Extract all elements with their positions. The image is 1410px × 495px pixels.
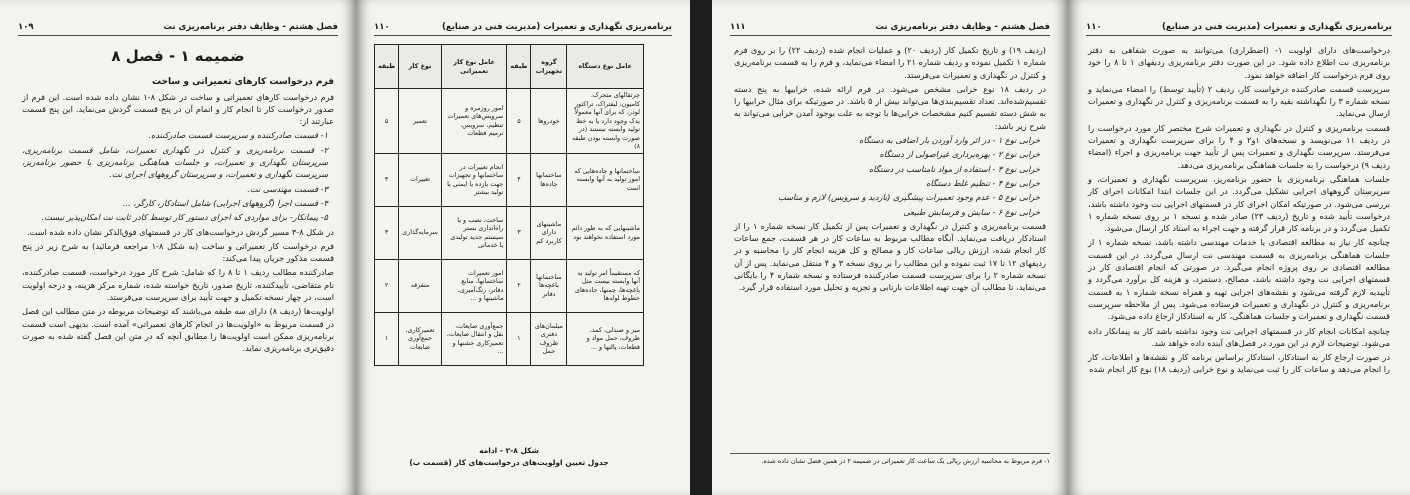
priority-table <box>374 44 644 366</box>
table-cell: سرمایه‌گذاری <box>399 206 442 259</box>
list-item: خرابی نوع ۵ - عدم وجود تعمیرات پیشگیری (بازدید و سرویس) لازم و مناسب <box>778 192 1040 203</box>
table-row <box>375 312 644 365</box>
paragraph: در ردیف ۱۸ نوع خرابی مشخص می‌شود. در فرم ارائه شده، خرابیها به پنج دسته تقسیم‌شده‌اند. تعداد تقسیم‌بندی‌ها می‌تواند بیش از ۵ باشد. در صورتیکه برای مثال خرابیها را به شش دسته تقسیم کنیم مشخصات خرابی‌ها با توجه به علت بوجود آمدن خرابی می‌تواند به شرح زیر باشد: <box>734 83 1046 131</box>
table-cell: ۵ <box>375 89 399 154</box>
table-cell: ساختمانها جاده‌ها <box>531 153 567 206</box>
table-cell: انجام تغییرات در ساختمانها و تجهیزات جهت بازده یا ایمنی یا تولید بیشتر <box>441 153 507 206</box>
table-cell: ۴ <box>507 153 531 206</box>
table-cell: تعمیرکاری، جمع‌آوری ضایعات <box>399 312 442 365</box>
scan-gap <box>690 0 712 495</box>
column-header: طبقه <box>507 45 531 89</box>
table-row <box>375 89 644 154</box>
list-item: خرابی نوع ۱ - در اثر وارد آوردن بار اضافی به دستگاه <box>859 135 1040 146</box>
table-cell: ۳ <box>375 206 399 259</box>
table-cell: ۱ <box>375 312 399 365</box>
table-cell: ۴ <box>375 153 399 206</box>
caption-line: شکل ۸-۲ - ادامه <box>479 446 539 455</box>
page-110 <box>356 0 690 495</box>
table-header-row <box>375 45 644 89</box>
table-cell: ساختمانها باغچه‌ها دفاتر <box>531 259 567 312</box>
paragraph: صادرکننده مطالب ردیف ۱ تا ۸ را که شامل: شرح کار مورد درخواست، قسمت صادرکننده، نام متقاضی، تأییدکننده، تاریخ صدور، تاریخ خواسته شده، شماره مرکز هزینه، و درجه اولویت است، در چهار نسخه تکمیل و جهت تأیید برای سرپرست می‌فرستد. <box>22 267 335 303</box>
table-cell: ماشینهایی که به طور دائم مورد استفاده نخواهند بود <box>567 206 644 259</box>
column-header: عامل نوع دستگاه <box>567 45 644 89</box>
column-header: عامل نوع کار تعمیراتی <box>441 45 507 89</box>
list-item: خرابی نوع ۶ - سایش و فرسایش طبیعی <box>903 206 1040 217</box>
page-body <box>734 44 1046 296</box>
caption-line: جدول تعیین اولویت‌های درخواست‌های کار (قسمت ب) <box>409 458 609 467</box>
page-body <box>22 46 334 357</box>
table-cell: متفرقه <box>399 259 442 312</box>
paragraph: در صورت ارجاع کار به استادکار، استادکار براساس برنامه کار و نقشه‌ها و اطلاعات، کار را انجام می‌دهد و ساعات کار را ثبت می‌نماید و نوع خرابی (ردیف ۱۸) نوع کار انجام شده <box>1088 352 1390 375</box>
paragraph: فرم درخواست کارهای تعمیراتی و ساخت در شکل ۸-۱ نشان داده شده است. این فرم از صدور درخواست کار تا انجام کار و اتمام آن در پنج قسمت گردش می‌نماید. این پنج قسمت عبارتند از: <box>22 91 335 127</box>
paragraph: قسمت برنامه‌ریزی و کنترل در نگهداری و تعمیرات پس از تکمیل کار نسخه شماره ۱ را از استادکار دریافت می‌نماید. آنگاه مطالب مربوط به ساعات کار در هر قسمت، جمع ساعات کار انجام شده، ارزش ریالی ساعات کار و مصالح و کل هزینه انجام کار را محاسبه و در ردیفهای ۱۲ تا ۱۷ ثبت نموده و این مطالب را بر روی نسخه ۳ و ۴ منتقل می‌نماید. پس از آن نسخه شماره ۲ را برای سرپرست قسمت صادرکننده فرستاده و نسخه شماره ۴ را بایگانی می‌نماید، تا مطالب آن جهت تهیه اطلاعات بازتابی و تجزیه و تحلیل مورد استفاده قرار گیرد. <box>734 220 1046 293</box>
paragraph: چنانچه کار نیاز به مطالعه اقتصادی یا خدمات مهندسی داشته باشد، نسخه شماره ۱ از جلسات هماهنگی برنامه‌ریزی به قسمت مهندسی نت ارسال می‌گردد. در این قسمت مطالعه اقتصادی بر روی پروژه انجام می‌گیرد. در صورتی که انجام اقتصادی کار در قسمتهای اجرایی نت وجود داشته باشد، مصالح، دستمزد، و هزینه کل برآورد می‌گردد و تأییدیه لازم گرفته می‌شود و نقشه‌های اجرایی تهیه و همراه نسخه شماره ۱ به قسمت برنامه‌ریزی و کنترل در نگهداری و تعمیرات فرستاده می‌شود. پس از ملاحظه سرپرست قسمت نگهداری و تعمیرات و جلسات هماهنگی، کار به استادکار ارجاع داده می‌شود. <box>1088 237 1390 322</box>
page-number: ۱۰۹ <box>18 22 34 32</box>
column-header: طبقه <box>375 45 399 89</box>
table-cell: تعمیر <box>399 89 442 154</box>
table-row <box>375 259 644 312</box>
page-110-b <box>1068 0 1410 495</box>
table-cell: امور روزمره و سرویس‌های تعمیرات تنظیم، سرویس، ترمیم قطعات <box>441 89 507 154</box>
footnote: ۱- فرم مربوط به محاسبه ارزش ریالی یک ساعت کار تعمیراتی در ضمیمه ۲ در همین فصل نشان داده شده. <box>730 453 1050 465</box>
page-number: ۱۱۰ <box>374 22 390 32</box>
header-title: فصل هشتم - وظایف دفتر برنامه‌ریزی نت <box>163 22 338 32</box>
table-cell: ساختمانها و جاده‌هایی که امور تولید به آنها وابسته است <box>567 153 644 206</box>
page-header <box>18 22 338 36</box>
list-item: ۵- پیمانکار- برای مواردی که اجرای دستور کار توسط کادر ثابت نت امکان‌پذیر نیست. <box>41 212 328 223</box>
table-cell: مبلمان‌های دفتری ظروف حمل <box>531 312 567 365</box>
section-title: فرم درخواست کارهای تعمیراتی و ساخت <box>152 77 334 88</box>
table-cell: چرثقالهای متحرک، کامیون، لیفتراک، تراکتور لودر، که برای آنها معمولاً یدک وجود دارد یا به خط تولید وابسته نیستند (در صورت وابسته بودن طبقه ۸) <box>567 89 644 154</box>
paragraph: (ردیف ۱۹) و تاریخ تکمیل کار (ردیف ۲۰) و عملیات انجام شده (ردیف ۲۲) را بر روی فرم شماره ۱ تکمیل نموده و ردیف شماره ۲۱ را امضاء می‌نماید، و فرم را به قسمت برنامه‌ریزی و کنترل در نگهداری و تعمیرات می‌فرستد. <box>734 45 1047 80</box>
page-number: ۱۱۱ <box>730 22 746 32</box>
page-header <box>374 22 672 36</box>
table-row <box>375 153 644 206</box>
list-item: ۴- قسمت اجرا (گروههای اجرایی) شامل استادکار، کارگر، ... <box>122 197 328 208</box>
paragraph: در شکل ۸-۳ مسیر گردش درخواست‌های کار در قسمتهای فوق‌الذکر نشان داده شده است. <box>26 226 334 237</box>
header-title: برنامه‌ریزی نگهداری و تعمیرات (مدیریت فنی در صنایع) <box>442 22 672 32</box>
page-109 <box>0 0 356 495</box>
table-cell: ۳ <box>507 206 531 259</box>
table-cell: که مستقیماً امر تولید به آنها وابسته نیست مثل باغچه‌ها، چمنها، جاده‌های خطوط لوله‌ها <box>567 259 644 312</box>
paragraph: چنانچه امکانات انجام کار در قسمتهای اجرایی نت وجود نداشته باشد کار به پیمانکار داده می‌شود. توضیحات لازم در این مورد در فصل‌های آینده داده خواهد شد. <box>1088 325 1390 348</box>
table-cell: ماشینهای دارای کاربرد کم <box>531 206 567 259</box>
paragraph: اولویت‌ها (ردیف ۸) دارای سه طبقه می‌باشند که توضیحات مربوطه در متن مطالب این فصل در قسمت مربوط به «اولویت‌ها در انجام کارهای تعمیراتی» آمده است. بدیهی است قسمت برنامه‌ریزی ممکن است اولویت‌ها را مطابق آنچه که در متن این فصل گفته شده به صورت دقیق‌تری برنامه‌ریزی نماید. <box>22 306 334 354</box>
page-111 <box>712 0 1068 495</box>
paragraph: فرم درخواست کار تعمیراتی و ساخت (به شکل ۸-۱ مراجعه فرمائید) به شرح زیر در پنج قسمت مذکور جریان پیدا می‌کند: <box>22 240 334 264</box>
paragraph: جلسات هماهنگی برنامه‌ریزی با حضور برنامه‌ریز، سرپرست نگهداری و تعمیرات، و سرپرستان گروههای اجرایی تشکیل می‌گردد. در این جلسات ابتدا امکانات اجرای کار بررسی می‌شود. در صورتیکه امکان اجرای کار در قسمتهای اجرایی نت وجود داشته باشد، درخواست تأیید شده و تاریخ (ردیف ۲۳) صادر شده و نسخه ۱ بر روی نسخه شماره ۱ تکمیل می‌گردد و در برنامه کار قرار گرفته و جهت اجراء به استاد کار ارسال می‌شود. <box>1088 173 1390 234</box>
table-cell: میز و صندلی، کمد، ظروف، حمل مواد و قطعات، پالتها و ... <box>567 312 644 365</box>
table-row <box>375 206 644 259</box>
list-item: ۲- قسمت برنامه‌ریزی و کنترل در نگهداری تعمیرات، شامل قسمت برنامه‌ریزی، سرپرستان نگهداری و تعمیرات، و جلسات هماهنگی برنامه‌ریزی با حضور برنامه‌ریز، سرپرست نگهداری و تعمیرات، و سرپرستان گروههای اجرای نت. <box>22 144 328 180</box>
table-cell: ۵ <box>507 89 531 154</box>
page-header <box>730 22 1050 36</box>
paragraph: سرپرست قسمت صادرکننده درخواست کار، ردیف ۲ (تأیید توسط) را امضاء می‌نماید و نسخه شماره ۳ را نگهداشته بقیه را به قسمت برنامه‌ریزی و کنترل در نگهداری و تعمیرات ارسال می‌نماید. <box>1088 83 1391 119</box>
figure-caption <box>374 445 644 469</box>
paragraph: درخواست‌های دارای اولویت ۱- (اضطراری) می‌توانند به صورت شفاهی به دفتر برنامه‌ریزی نت اطلاع داده شود. در این صورت دفتر برنامه‌ریزی ردیفهای ۱ تا ۸ را خود روی فرم درخواست کار اضافه خواهد نمود. <box>1088 45 1391 80</box>
table-cell: جمع‌آوری ضایعات، نقل و انتقال ضایعات، تعمیرکاری جشنها و ... <box>441 312 507 365</box>
list-item: خرابی نوع ۳ - استفاده از مواد نامناسب در دستگاه <box>869 163 1040 174</box>
table-cell: خودروها <box>531 89 567 154</box>
list-item: ۳- قسمت مهندسی نت. <box>247 183 328 194</box>
page-header <box>1086 22 1392 36</box>
page-body <box>1088 44 1390 378</box>
chapter-title: ضمیمه ۱ - فصل ۸ <box>111 47 245 65</box>
list-item: خرابی نوع ۲ - بهره‌برداری غیراصولی از دستگاه <box>879 149 1040 160</box>
table-cell: ساخت، نصب و یا راه‌اندازی بستر سیستم جدید تولیدی یا خدماتی <box>441 206 507 259</box>
right-book-spread <box>712 0 1410 495</box>
table-cell: ۲ <box>507 259 531 312</box>
table-cell: امور تعمیرات ساختمانها، منابع دفاتر، رنگ‌آمیزی، ماشینها و ... <box>441 259 507 312</box>
page-number: ۱۱۰ <box>1086 22 1102 32</box>
left-book-spread <box>0 0 690 495</box>
column-header: گروه تجهیزات <box>531 45 567 89</box>
table-cell: ۲ <box>375 259 399 312</box>
table-cell: تغییرات <box>399 153 442 206</box>
list-item: خرابی نوع ۴ - تنظیم غلط دستگاه <box>926 177 1040 188</box>
paragraph: قسمت برنامه‌ریزی و کنترل در نگهداری و تعمیرات شرح مختصر کار مورد درخواست را در ردیف ۱۱ می‌نویسد و نسخه‌های ۱و۲ و ۴ را برای سرپرست نگهداری و تعمیرات می‌فرستد. سرپرست نگهداری و تعمیرات پس از تأیید جهت برنامه‌ریزی و اجراء (امضاء ردیف ۹) درخواست را به جلسات هماهنگی برنامه‌ریزی می‌دهد. <box>1088 122 1390 170</box>
table-cell: ۱ <box>507 312 531 365</box>
list-item: ۱- قسمت صادرکننده و سرپرست قسمت صادرکننده. <box>148 130 328 141</box>
column-header: نوع کار <box>399 45 442 89</box>
header-title: برنامه‌ریزی نگهداری و تعمیرات (مدیریت فنی در صنایع) <box>1162 22 1392 32</box>
header-title: فصل هشتم - وظایف دفتر برنامه‌ریزی نت <box>875 22 1050 32</box>
